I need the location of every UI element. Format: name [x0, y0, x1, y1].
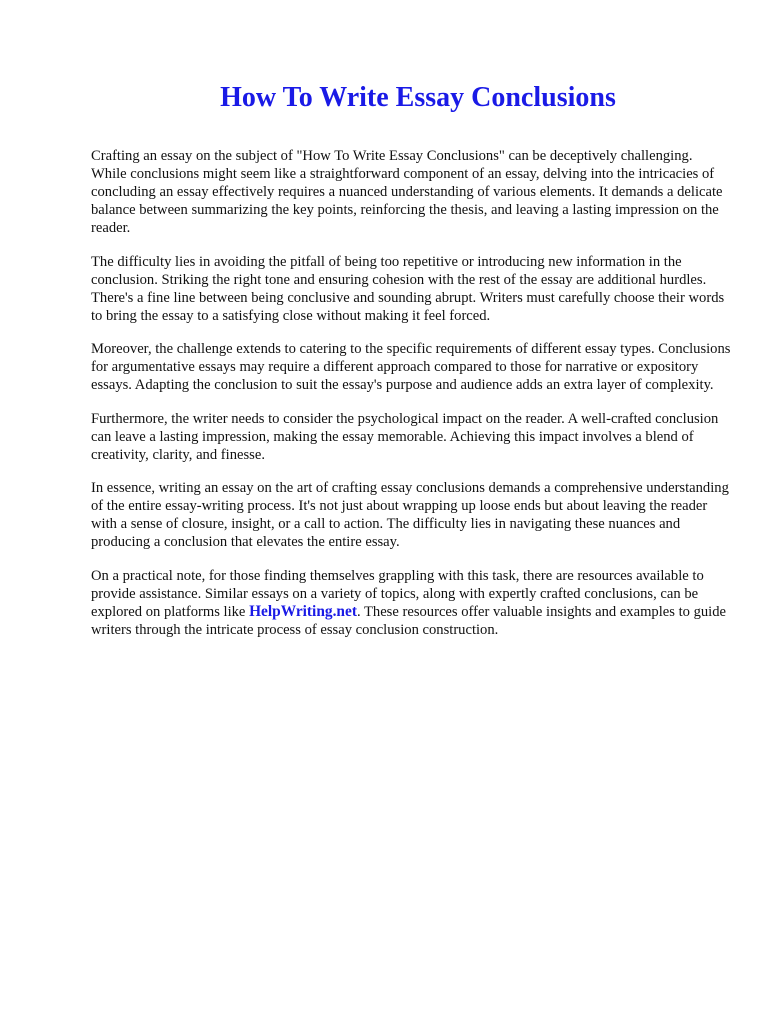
- paragraph-6: [91, 567, 731, 639]
- paragraph-2: The difficulty lies in avoiding the pitfall of being too repetitive or introducing new information in the conclusion. Striking the right tone and ensuring cohesion with the rest of the essay are additional hurdles. There's a fine line between being conclusive and sounding abrupt. Writers must carefully choose their words to bring the essay to a satisfying close without making it feel forced.: [91, 253, 725, 324]
- paragraph-5: In essence, writing an essay on the art of crafting essay conclusions demands a comprehensive understanding of the entire essay-writing process. It's not just about wrapping up loose ends but about leaving the reader with a sense of closure, insight, or a call to action. The difficulty lies in navigating these nuances and producing a conclusion that elevates the entire essay.: [91, 480, 729, 550]
- paragraph-6-text-after-link: . These resources offer valuable insights and examples to guide writers through the intricate process of essay conclusion construction.: [91, 603, 727, 638]
- paragraph-3: Moreover, the challenge extends to catering to the specific requirements of different essay types. Conclusions for argumentative essays may require a different approach compared to those for narrative or expository essays. Adapting the conclusion to suit the essay's purpose and audience adds an extra layer of complexity.: [91, 341, 731, 393]
- page-title: How To Write Essay Conclusions: [220, 82, 616, 113]
- paragraph-6-text-before-link: On a practical note, for those finding themselves grappling with this task, there are resources available to provide assistance. Similar essays on a variety of topics, along with expertly crafted conclusions, can be explored on platforms like: [91, 567, 704, 620]
- paragraph-4: Furthermore, the writer needs to consider the psychological impact on the reader. A well-crafted conclusion can leave a lasting impression, making the essay memorable. Achieving this impact involves a blend of creativity, clarity, and finesse.: [91, 410, 719, 463]
- paragraph-1: Crafting an essay on the subject of "How To Write Essay Conclusions" can be deceptively challenging. While conclusions might seem like a straightforward component of an essay, delving into the intricacies of concluding an essay effectively requires a nuanced understanding of various elements. It demands a delicate balance between summarizing the key points, reinforcing the thesis, and leaving a lasting impression on the reader.: [91, 148, 723, 236]
- helpwriting-link[interactable]: HelpWriting.net: [249, 602, 357, 620]
